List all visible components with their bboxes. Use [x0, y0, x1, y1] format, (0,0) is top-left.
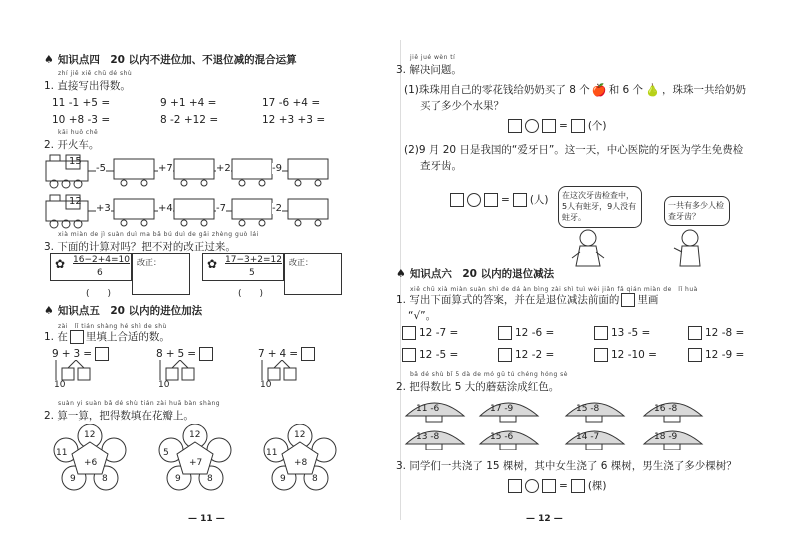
equation-boxes-2: = (人)	[450, 192, 549, 207]
equation-boxes-1: = (个)	[508, 118, 607, 133]
train-op: -9	[272, 163, 282, 174]
sub-item: 12 -10 =	[594, 348, 657, 362]
sub-item: 12 -9 =	[688, 348, 744, 362]
train-op: -7	[216, 203, 226, 214]
answer-box[interactable]	[571, 119, 585, 133]
answer-box[interactable]	[508, 479, 522, 493]
flower-center: +6	[84, 458, 98, 468]
answer-box[interactable]	[95, 347, 109, 361]
sum-ten: 10	[260, 380, 272, 390]
petal-number: 8	[102, 474, 108, 484]
fix-label: 改正：	[289, 258, 313, 267]
question-label: 3. 下面的计算对吗？把不对的改正过来。	[44, 241, 236, 253]
petal-number: 11	[56, 448, 68, 458]
petal-number: 12	[84, 430, 96, 440]
fix-box-2[interactable]	[284, 253, 342, 295]
petal-number: 12	[189, 430, 201, 440]
check-box[interactable]	[688, 348, 702, 362]
question-label: 1. 直接写出得数。	[44, 80, 131, 92]
mushroom-expr[interactable]: 18 -9	[654, 432, 678, 442]
train-op: +3	[96, 203, 111, 214]
sum-ten: 10	[158, 380, 170, 390]
petal-number: 9	[280, 474, 286, 484]
student-figure-icon	[670, 228, 710, 268]
expression: 9 +1 +4 =	[160, 97, 217, 109]
fix-label: 改正：	[137, 258, 161, 267]
sum-ten: 10	[54, 380, 66, 390]
pinyin: kāi huǒ chē	[58, 129, 99, 136]
expression: 8 -2 +12 =	[160, 114, 219, 126]
operator-circle[interactable]	[525, 479, 539, 493]
calc-expression: 17−3+2=12	[225, 255, 282, 265]
answer-box[interactable]	[542, 479, 556, 493]
calc-card-2	[202, 253, 284, 281]
problem-1-text: (1)珠珠用自己的零花钱给奶奶买了 8 个 🍎 和 6 个 🍐 ，珠珠一共给奶奶	[404, 82, 746, 97]
answer-box[interactable]	[301, 347, 315, 361]
section-title-k4: ♠ 知识点四 20 以内不进位加、不退位减的混合运算	[44, 53, 297, 66]
calc-expression: 16−2+4=10	[73, 255, 130, 265]
blank-box-icon	[621, 293, 635, 307]
bee-icon: ✿	[207, 257, 218, 271]
mushroom-expr[interactable]: 13 -8	[416, 432, 440, 442]
petal-number: 11	[266, 448, 278, 458]
check-box[interactable]	[402, 326, 416, 340]
train-op: -5	[96, 163, 106, 174]
answer-box[interactable]	[484, 193, 498, 207]
operator-circle[interactable]	[467, 193, 481, 207]
train-op: +2	[216, 163, 231, 174]
petal-number: 9	[70, 474, 76, 484]
bee-icon: ✿	[55, 257, 66, 271]
answer-box[interactable]	[542, 119, 556, 133]
make-ten-eq-1: 9 + 3 =	[52, 347, 109, 361]
question-label: 3. 解决问题。	[396, 64, 462, 76]
mushroom-expr[interactable]: 15 -6	[490, 432, 514, 442]
equation-boxes-3: = (棵)	[508, 478, 607, 493]
train-start-value: 12	[69, 196, 82, 207]
petal-number: 8	[312, 474, 318, 484]
problem-2-text: (2)9 月 20 日是我国的“爱牙日”。这一天，中心医院的牙医为学生免费检	[404, 144, 744, 156]
fix-box-1[interactable]	[132, 253, 190, 295]
mushroom-expr[interactable]: 17 -9	[490, 404, 514, 414]
check-box[interactable]	[688, 326, 702, 340]
apple-icon: 🍎	[591, 82, 607, 97]
pear-icon: 🍐	[645, 82, 660, 97]
petal-number: 12	[294, 430, 306, 440]
operator-circle[interactable]	[525, 119, 539, 133]
mushroom-expr[interactable]: 15 -8	[576, 404, 600, 414]
expression: 12 +3 +3 =	[262, 114, 326, 126]
question-label: 3. 同学们一共浇了 15 棵树，其中女生浇了 6 棵树，男生浇了多少棵树？	[396, 460, 737, 472]
train-op: +7	[158, 163, 173, 174]
sub-item: 12 -2 =	[498, 348, 554, 362]
check-box[interactable]	[498, 348, 512, 362]
section-title-k6: ♠ 知识点六 20 以内的退位减法	[396, 267, 555, 280]
pinyin: zhí jiē xiě chū dé shù	[58, 70, 133, 77]
train-op: -2	[272, 203, 282, 214]
expression: 17 -6 +4 =	[262, 97, 321, 109]
sub-item: 12 -7 =	[402, 326, 458, 340]
train-op: +4	[158, 203, 173, 214]
flower-center: +7	[189, 458, 203, 468]
petal-number: 9	[175, 474, 181, 484]
expression: 11 -1 +5 =	[52, 97, 111, 109]
problem-2-text-cont: 查牙齿。	[420, 160, 462, 172]
mushroom-expr[interactable]: 14 -7	[576, 432, 600, 442]
expression: 10 +8 -3 =	[52, 114, 111, 126]
blank-box-icon	[70, 330, 84, 344]
calc-card-1	[50, 253, 132, 281]
mushroom-expr[interactable]: 11 -6	[416, 404, 440, 414]
question-label-cont: “√”。	[408, 310, 437, 322]
sub-item: 12 -5 =	[402, 348, 458, 362]
answer-parens[interactable]: ( )	[238, 289, 264, 299]
answer-box[interactable]	[199, 347, 213, 361]
question-label: 2. 把得数比 5 大的蘑菇涂成红色。	[396, 381, 560, 393]
speech-bubble-doctor: 在这次牙齿检查中，5人有蛀牙，9人没有蛀牙。	[558, 186, 642, 228]
question-label: 1. 写出下面算式的答案，并在是退位减法前面的 里画	[396, 294, 659, 306]
pinyin: suàn yi suàn bǎ dé shù tián zài huā bàn shàng	[58, 400, 221, 407]
answer-box[interactable]	[513, 193, 527, 207]
flower-center: +8	[294, 458, 308, 468]
pinyin: jiě jué wèn tí	[410, 54, 456, 61]
doctor-figure-icon	[568, 228, 608, 268]
answer-box[interactable]	[508, 119, 522, 133]
question-label: 2. 开火车。	[44, 139, 100, 151]
make-ten-eq-2: 8 + 5 =	[156, 347, 213, 361]
page-number: — 11 —	[188, 514, 225, 524]
page-number: — 12 —	[526, 514, 563, 524]
pinyin: bǎ dé shù bǐ 5 dà de mó gū tú chéng hóng sè	[410, 371, 568, 378]
answer-parens[interactable]: ( )	[86, 289, 112, 299]
calc-intermediate: 6	[97, 268, 103, 278]
check-box[interactable]	[594, 326, 608, 340]
calc-intermediate: 5	[249, 268, 255, 278]
check-box[interactable]	[498, 326, 512, 340]
sub-item: 12 -8 =	[688, 326, 744, 340]
make-ten-eq-3: 7 + 4 =	[258, 347, 315, 361]
pinyin: zài lǐ tián shàng hé shì de shù	[58, 323, 167, 330]
check-box[interactable]	[594, 348, 608, 362]
speech-bubble-student: 一共有多少人检查牙齿？	[664, 196, 730, 226]
problem-1-text-cont: 买了多少个水果？	[420, 100, 504, 112]
question-label: 1. 在 里填上合适的数。	[44, 331, 170, 343]
pinyin: xià miàn de jì suàn duì ma bǎ bú duì de gǎi zhèng guò lái	[58, 231, 259, 238]
train-start-value: 15	[69, 156, 82, 167]
petal-number: 8	[207, 474, 213, 484]
answer-box[interactable]	[571, 479, 585, 493]
sub-item: 13 -5 =	[594, 326, 650, 340]
train-2	[44, 193, 334, 231]
check-box[interactable]	[402, 348, 416, 362]
petal-number: 5	[163, 448, 169, 458]
answer-box[interactable]	[450, 193, 464, 207]
train-1	[44, 153, 334, 191]
section-title-k5: ♠ 知识点五 20 以内的进位加法	[44, 304, 203, 317]
question-label: 2. 算一算，把得数填在花瓣上。	[44, 410, 194, 422]
pinyin: xiě chū xià miàn suàn shì de dá àn bìng zài shì tuì wèi jiǎn fǎ qián miàn de lǐ huà	[410, 286, 698, 293]
sub-item: 12 -6 =	[498, 326, 554, 340]
mushroom-expr[interactable]: 16 -8	[654, 404, 678, 414]
